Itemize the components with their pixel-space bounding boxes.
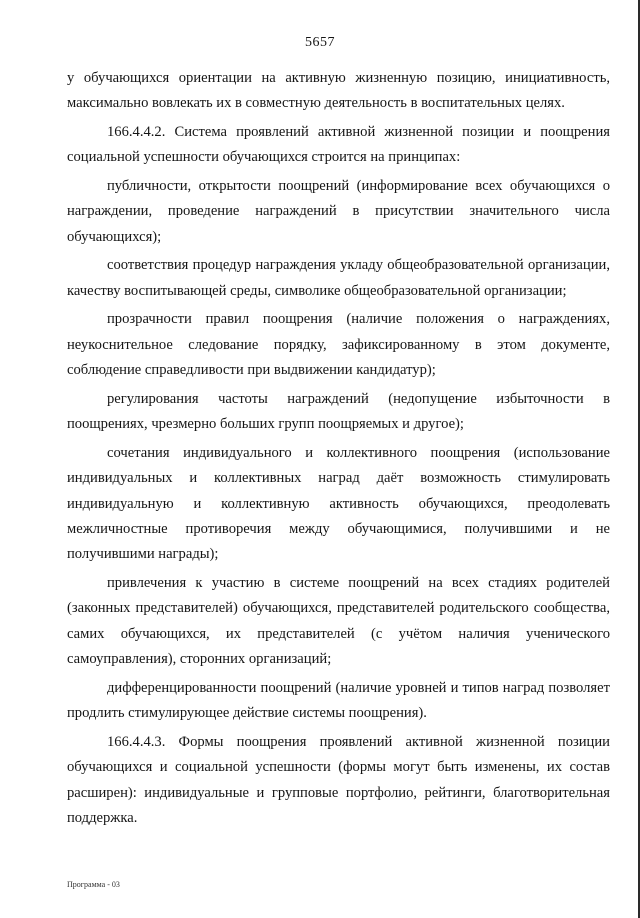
- footer-label: Программа - 03: [67, 880, 120, 889]
- paragraph: дифференцированности поощрений (наличие уровней и типов наград позволяет продлить стимулирующее действие системы поощрения).: [67, 679, 610, 722]
- paragraph: привлечения к участию в системе поощрений на всех стадиях родителей (законных представителей) обучающихся, представителей родительского сообщества, самих обучающихся, их представителей (с учётом наличия ученического самоуправления), сторонних организаций;: [67, 575, 610, 668]
- paragraph: 166.4.4.3. Формы поощрения проявлений активной жизненной позиции обучающихся и социальной успешности (формы могут быть изменены, их состав расширен): индивидуальные и групповые портфолио, рейтинги, благотворительная поддержка.: [67, 733, 610, 827]
- paragraph: соответствия процедур награждения укладу общеобразовательной организации, качеству воспитывающей среды, символике общеобразовательной организации;: [67, 257, 610, 299]
- paragraph: сочетания индивидуального и коллективного поощрения (использование индивидуальных и коллективных наград даёт возможность стимулировать индивидуальную и коллективную активность обучающихся, преодолевать межличностные противоречия между обучающимися, получившими и не получившими награды);: [67, 444, 610, 563]
- paragraph: прозрачности правил поощрения (наличие положения о награждениях, неукоснительное следование порядку, зафиксированному в этом документе, соблюдение справедливости при выдвижении кандидатур);: [67, 311, 610, 379]
- document-body: [67, 66, 610, 835]
- page-number: 5657: [305, 35, 335, 50]
- paragraph: публичности, открытости поощрений (информирование всех обучающихся о награждении, проведение награждений в присутствии значительного числа обучающихся);: [67, 178, 610, 245]
- paragraph: 166.4.4.2. Система проявлений активной жизненной позиции и поощрения социальной успешности обучающихся строится на принципах:: [67, 124, 610, 166]
- paragraph: у обучающихся ориентации на активную жизненную позицию, инициативность, максимально вовлекать их в совместную деятельность в воспитательных целях.: [67, 70, 610, 112]
- paragraph: регулирования частоты награждений (недопущение избыточности в поощрениях, чрезмерно больших групп поощряемых и другое);: [67, 390, 610, 433]
